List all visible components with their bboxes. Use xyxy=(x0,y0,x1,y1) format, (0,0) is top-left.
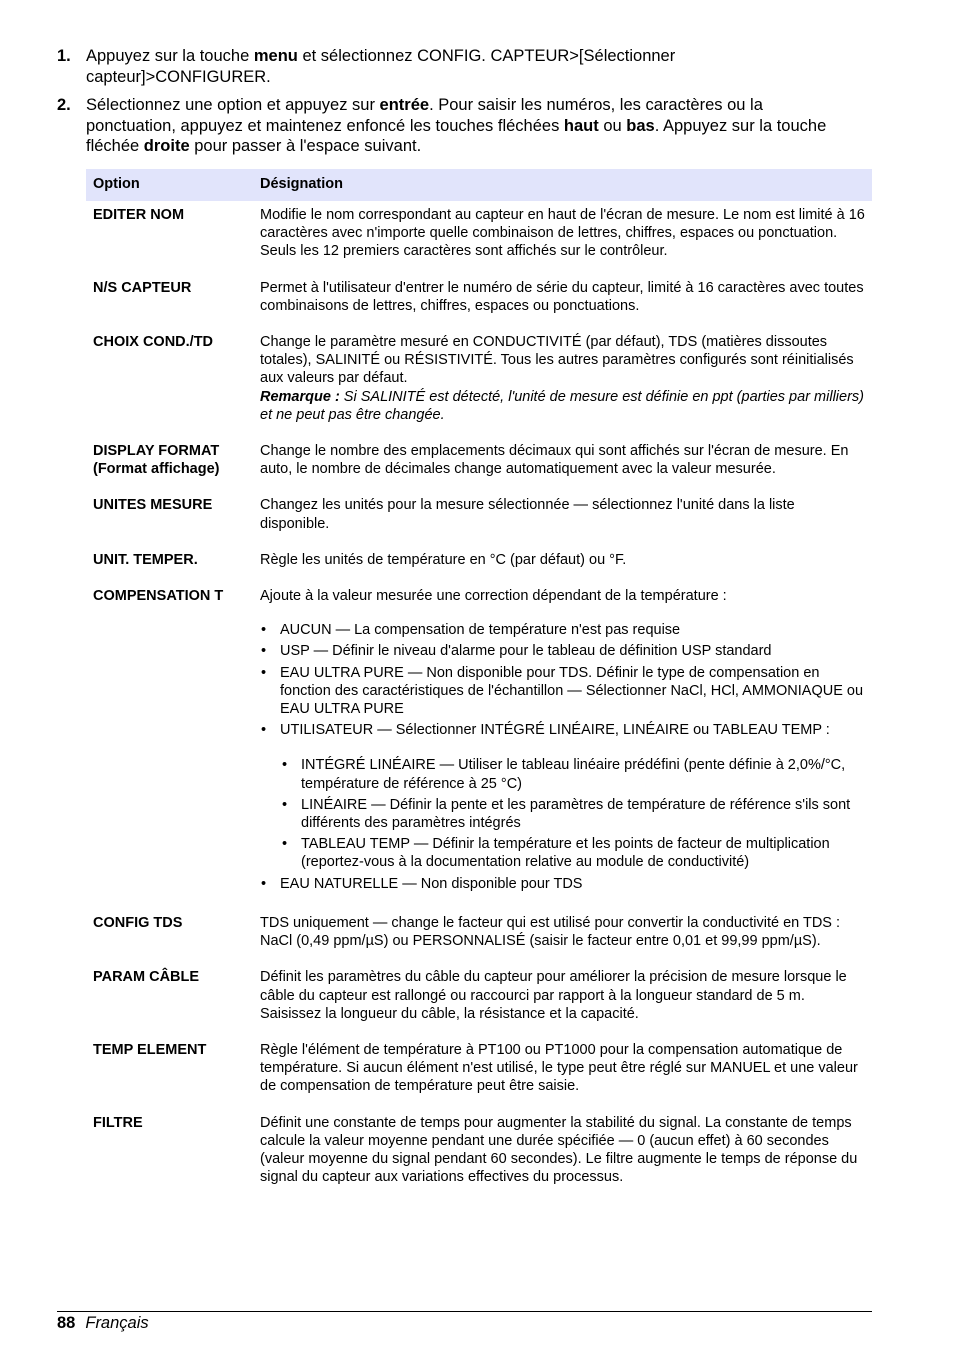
sub-list-item: • LINÉAIRE — Définir la pente et les paramètres de température de référence s'ils sont différents des paramètres intégrés xyxy=(280,796,865,832)
header-option: Option xyxy=(86,169,253,201)
options-table xyxy=(86,169,872,1199)
table-row xyxy=(86,582,872,909)
step-number: 2. xyxy=(57,96,71,114)
table-row xyxy=(86,201,872,274)
option-name: EDITER NOM xyxy=(93,207,185,223)
list-item xyxy=(260,721,865,871)
remark-note xyxy=(260,388,865,424)
key-droite: droite xyxy=(143,137,190,155)
table-row xyxy=(86,274,872,328)
key-menu: menu xyxy=(253,47,298,65)
option-description: TDS uniquement — change le facteur qui est utilisé pour convertir la conductivité en TDS : NaCl (0,49 ppm/µS) ou PERSONNALISÉ (saisir le facteur entre 0,01 et 99,99 ppm/µS). xyxy=(260,914,841,950)
table-row xyxy=(86,1109,872,1200)
table-row xyxy=(86,546,872,582)
option-description: Règle l'élément de température à PT100 ou PT1000 pour la compensation automatique de température. Si aucun élément n'est utilisé, le type peut être réglé sur MANUEL et une valeur de compensation de température peut être saisie. xyxy=(260,1041,858,1095)
list-item: • AUCUN — La compensation de température n'est pas requise xyxy=(260,621,865,639)
sub-list-item: • TABLEAU TEMP — Définir la température et les points de facteur de multiplication (reportez-vous à la documentation relative au module de conductivité) xyxy=(280,835,865,871)
page-number: 88 xyxy=(57,1314,76,1332)
list-item: • EAU ULTRA PURE — Non disponible pour TDS. Définir le type de compensation en fonction des caractéristiques de l'échantillon — Sélectionner NaCl, HCl, AMMONIAQUE ou EAU ULTRA PURE xyxy=(260,664,865,719)
sub-list xyxy=(280,756,865,871)
option-name: COMPENSATION T xyxy=(93,588,224,605)
key-bas: bas xyxy=(626,116,655,135)
step-1 xyxy=(57,46,857,87)
option-name: N/S CAPTEUR xyxy=(93,279,192,296)
footer-divider xyxy=(57,1311,872,1312)
step-text: Appuyez sur la touche menu et sélectionnez CONFIG. CAPTEUR>[Sélectionner capteur]>CONFIGURER. xyxy=(86,47,676,86)
list-item: • EAU NATURELLE — Non disponible pour TDS xyxy=(260,875,865,893)
table-row xyxy=(86,963,872,1036)
description-text: Change le paramètre mesuré en CONDUCTIVITÉ (par défaut), TDS (matières dissoutes totales), SALINITÉ ou RÉSISTIVITÉ. Tous les autres paramètres configurés sont réinitialisés aux valeurs par défaut. xyxy=(260,334,854,387)
compensation-list xyxy=(260,621,865,893)
footer-language: Français xyxy=(85,1314,149,1332)
option-name: CONFIG TDS xyxy=(93,914,183,931)
step-text: Sélectionnez une option et appuyez sur entrée. Pour saisir les numéros, les caractères ou la ponctuation, appuyez et maintenez enfoncé les touches fléchées haut ou bas. Appuyez sur la touche fléchée droite pour passer à l'espace suivant. xyxy=(86,96,827,155)
sub-list-item: • INTÉGRÉ LINÉAIRE — Utiliser le tableau linéaire prédéfini (pente définie à 2,0%/°C, température de référence à 25 °C) xyxy=(280,756,865,792)
option-description xyxy=(253,582,872,909)
key-entree: entrée xyxy=(379,96,430,114)
page-footer xyxy=(57,1313,149,1333)
remark-text: Si SALINITÉ est détecté, l'unité de mesure est définie en ppt (parties par milliers) et ne peut pas être changée. xyxy=(260,388,864,423)
option-name: CHOIX COND./TD xyxy=(93,334,214,351)
table-row xyxy=(86,437,872,491)
list-item-text: UTILISATEUR — Sélectionner INTÉGRÉ LINÉAIRE, LINÉAIRE ou TABLEAU TEMP : xyxy=(280,722,830,739)
option-description: Définit une constante de temps pour augmenter la stabilité du signal. La constante de temps calcule la valeur moyenne pendant une durée spécifiée — 0 (aucun effet) à 60 secondes (valeur moyenne du signal pendant 60 secondes). Le filtre augmente le temps de réponse du signal du capteur aux variations effectives du processus. xyxy=(260,1114,858,1186)
option-description: Définit les paramètres du câble du capteur pour améliorer la précision de mesure lorsque le câble du capteur est rallongé ou raccourci par rapport à la longueur standard de 5 m. Saisissez la longueur du câble, la résistance et la capacité. xyxy=(260,969,847,1022)
option-description xyxy=(253,328,872,437)
option-name: FILTRE xyxy=(93,1114,143,1131)
table-row xyxy=(86,328,872,437)
option-name: UNITES MESURE xyxy=(93,497,213,514)
option-name: PARAM CÂBLE xyxy=(93,969,200,986)
option-name: DISPLAY FORMAT (Format affichage) xyxy=(93,443,220,478)
option-description: Modifie le nom correspondant au capteur en haut de l'écran de mesure. Le nom est limité à 16 caractères avec n'importe quelle combinaison de lettres, chiffres, espaces ou ponctuation. Seuls les 12 premiers caractères sont affichés sur le contrôleur. xyxy=(260,207,865,260)
option-description: Permet à l'utilisateur d'entrer le numéro de série du capteur, limité à 16 caractères avec toutes combinaisons de lettres, chiffres, espaces ou ponctuations. xyxy=(260,279,864,314)
table-header-row xyxy=(86,169,872,201)
option-description: Change le nombre des emplacements décimaux qui sont affichés sur l'écran de mesure. En auto, le nombre de décimales change automatiquement avec la valeur mesurée. xyxy=(260,443,849,478)
step-2 xyxy=(57,95,857,157)
step-number: 1. xyxy=(57,47,71,65)
remark-label: Remarque : xyxy=(260,388,340,405)
option-description: Règle les unités de température en °C (par défaut) ou °F. xyxy=(260,551,627,568)
table-row xyxy=(86,909,872,963)
key-haut: haut xyxy=(563,116,599,135)
table-row xyxy=(86,491,872,545)
option-name: TEMP ELEMENT xyxy=(93,1041,207,1058)
header-designation: Désignation xyxy=(253,169,872,201)
list-item: • USP — Définir le niveau d'alarme pour le tableau de définition USP standard xyxy=(260,642,865,660)
option-description: Changez les unités pour la mesure sélectionnée — sélectionnez l'unité dans la liste disponible. xyxy=(260,497,795,532)
instruction-steps xyxy=(57,46,857,165)
option-name: UNIT. TEMPER. xyxy=(93,551,198,568)
description-text: Ajoute à la valeur mesurée une correction dépendant de la température : xyxy=(260,588,727,605)
table-row xyxy=(86,1036,872,1109)
